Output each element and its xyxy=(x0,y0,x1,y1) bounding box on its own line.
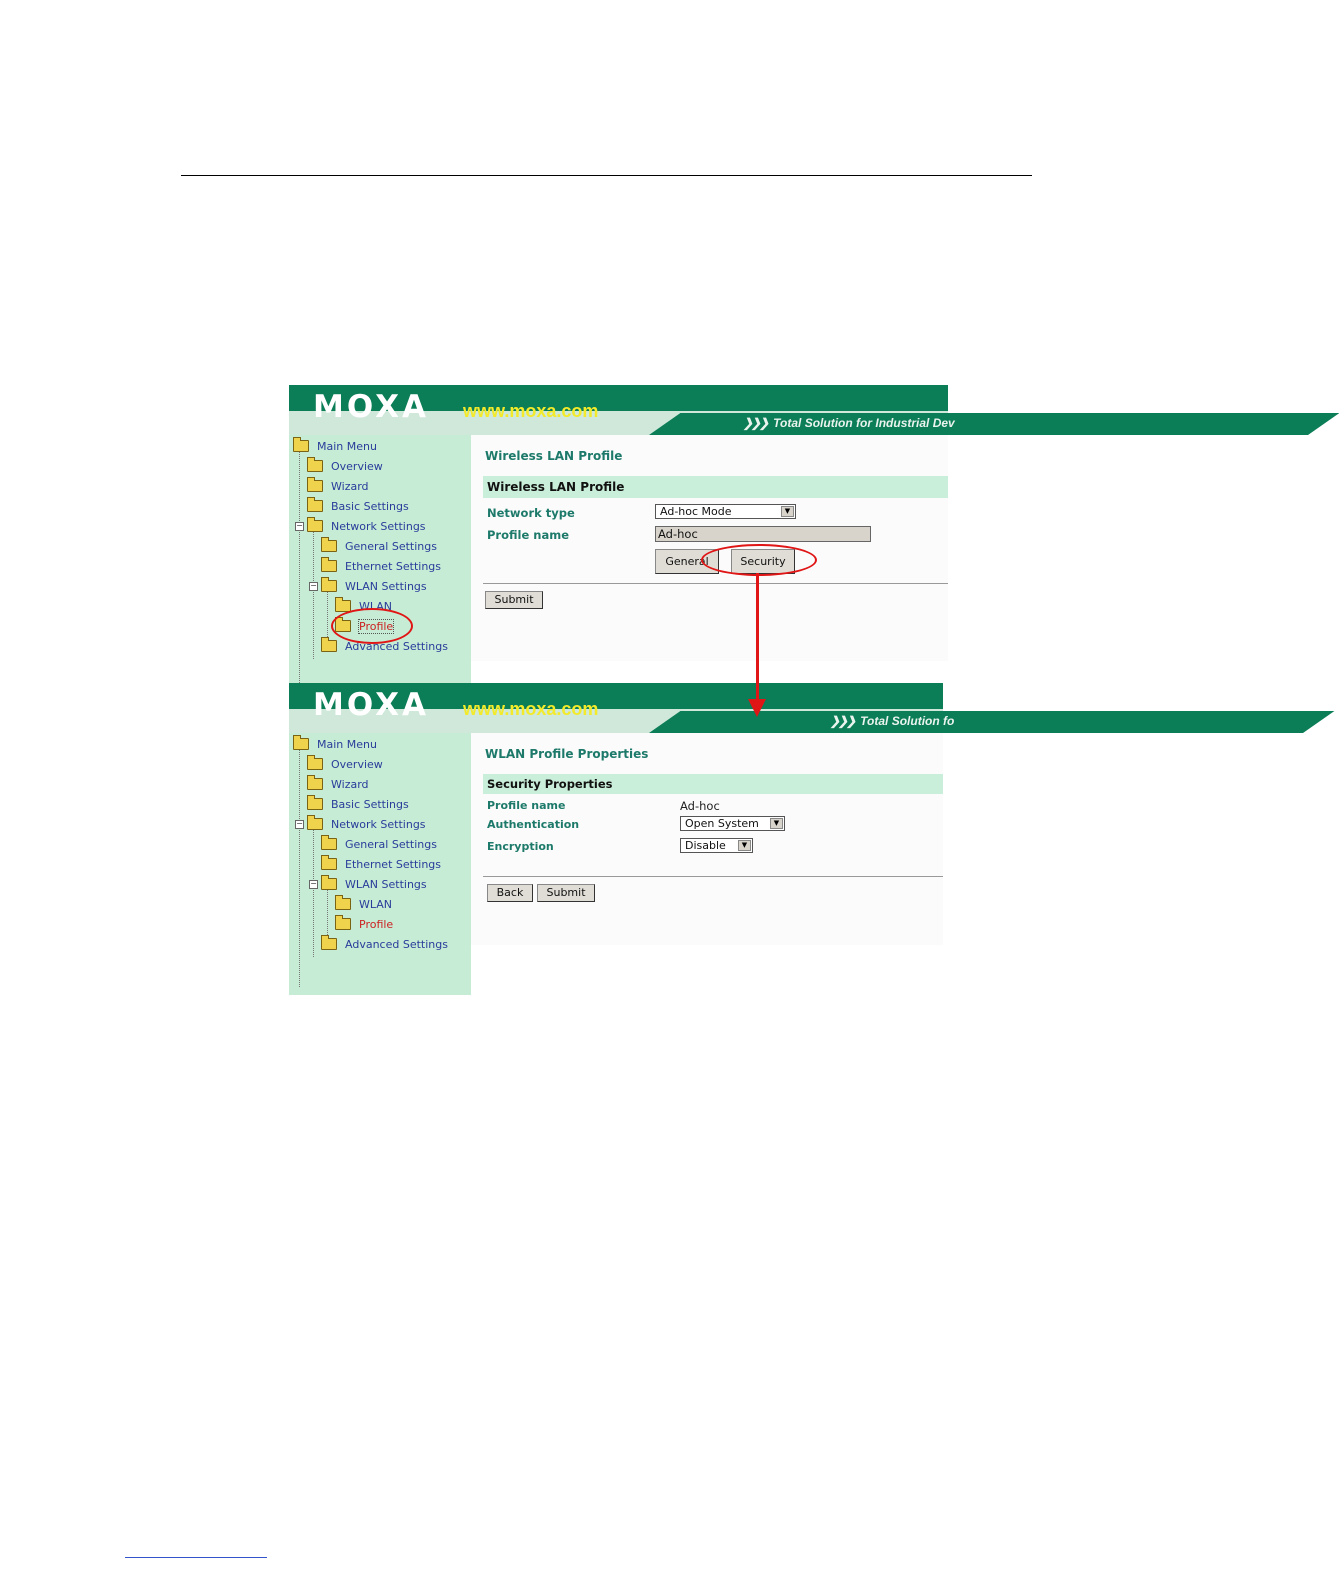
folder-icon xyxy=(321,640,337,652)
folder-icon xyxy=(307,798,323,810)
menu-ethernet-settings[interactable]: Ethernet Settings xyxy=(321,855,441,873)
divider xyxy=(483,876,943,877)
submit-button[interactable]: Submit xyxy=(537,884,595,902)
divider xyxy=(483,583,948,584)
menu-basic-settings[interactable]: Basic Settings xyxy=(307,795,409,813)
folder-open-icon xyxy=(293,738,309,750)
double-chevron-icon: ❯❯❯ xyxy=(743,416,768,430)
folder-open-icon xyxy=(321,878,337,890)
network-type-select[interactable]: Ad-hoc Mode ▼ xyxy=(655,504,796,519)
menu-profile[interactable]: Profile xyxy=(335,617,393,635)
menu-network-settings[interactable]: Network Settings xyxy=(307,815,426,833)
screenshot-wlan-profile-properties xyxy=(289,683,955,951)
tree-line xyxy=(313,827,314,957)
menu-overview[interactable]: Overview xyxy=(307,755,383,773)
folder-icon xyxy=(335,918,351,930)
profile-name-label: Profile name xyxy=(487,528,569,542)
collapse-toggle-icon[interactable]: − xyxy=(296,521,303,530)
menu-general-settings[interactable]: General Settings xyxy=(321,835,437,853)
menu-profile[interactable]: Profile xyxy=(335,915,393,933)
menu-wlan-settings[interactable]: WLAN Settings xyxy=(321,577,427,595)
main-menu-tree xyxy=(289,733,471,995)
general-button[interactable]: General xyxy=(655,549,719,574)
profile-name-input[interactable]: Ad-hoc xyxy=(655,526,871,542)
menu-ethernet-settings[interactable]: Ethernet Settings xyxy=(321,557,441,575)
page-header-rule xyxy=(181,175,1032,176)
folder-icon xyxy=(335,898,351,910)
content-area xyxy=(471,733,943,945)
folder-icon xyxy=(321,858,337,870)
encryption-label: Encryption xyxy=(487,840,554,853)
folder-open-icon xyxy=(307,818,323,830)
section-header xyxy=(483,774,943,794)
folder-icon xyxy=(307,758,323,770)
menu-main-menu[interactable]: Main Menu xyxy=(293,735,377,753)
dropdown-arrow-icon: ▼ xyxy=(770,818,783,829)
menu-main-menu[interactable]: Main Menu xyxy=(293,437,377,455)
folder-icon xyxy=(321,540,337,552)
folder-open-icon xyxy=(321,580,337,592)
moxa-banner xyxy=(289,683,955,733)
dropdown-arrow-icon: ▼ xyxy=(738,840,751,851)
menu-overview[interactable]: Overview xyxy=(307,457,383,475)
tree-line xyxy=(299,449,300,689)
profile-highlight-circle xyxy=(331,608,413,644)
profile-name-label: Profile name xyxy=(487,799,566,812)
arrow-down-icon xyxy=(748,699,766,717)
menu-wizard[interactable]: Wizard xyxy=(307,477,369,495)
moxa-logo: MOXA xyxy=(313,687,429,723)
moxa-banner xyxy=(289,385,955,435)
encryption-select[interactable]: Disable ▼ xyxy=(680,838,753,853)
flow-arrow-line xyxy=(756,573,759,703)
folder-icon xyxy=(307,460,323,472)
security-highlight-circle xyxy=(701,544,817,576)
menu-wizard[interactable]: Wizard xyxy=(307,775,369,793)
collapse-toggle-icon[interactable]: − xyxy=(310,581,317,590)
menu-basic-settings[interactable]: Basic Settings xyxy=(307,497,409,515)
collapse-toggle-icon[interactable]: − xyxy=(296,819,303,828)
menu-wlan[interactable]: WLAN xyxy=(335,597,392,615)
section-title: Wireless LAN Profile xyxy=(487,480,625,494)
submit-button[interactable]: Submit xyxy=(485,591,543,609)
tree-line xyxy=(313,529,314,659)
folder-icon xyxy=(321,938,337,950)
profile-name-value: Ad-hoc xyxy=(680,799,720,813)
authentication-select[interactable]: Open System ▼ xyxy=(680,816,785,831)
back-button[interactable]: Back xyxy=(487,884,533,902)
banner-tagline: ❯❯❯ Total Solution fo xyxy=(830,714,955,728)
folder-icon xyxy=(307,778,323,790)
moxa-logo: MOXA xyxy=(313,389,429,425)
page-title: WLAN Profile Properties xyxy=(485,747,649,761)
security-button[interactable]: Security xyxy=(731,549,795,574)
menu-wlan[interactable]: WLAN xyxy=(335,895,392,913)
moxa-url: www.moxa.com xyxy=(463,699,599,719)
tree-line xyxy=(299,747,300,987)
page-title: Wireless LAN Profile xyxy=(485,449,623,463)
moxa-url: www.moxa.com xyxy=(463,401,599,421)
content-area xyxy=(471,435,948,661)
network-type-label: Network type xyxy=(487,506,575,520)
collapse-toggle-icon[interactable]: − xyxy=(310,879,317,888)
tree-line xyxy=(327,887,328,935)
banner-tagline: ❯❯❯ Total Solution for Industrial Dev xyxy=(743,416,955,430)
tree-line xyxy=(327,589,328,637)
footer-link-underline xyxy=(125,1557,267,1558)
folder-icon xyxy=(307,480,323,492)
menu-network-settings[interactable]: Network Settings xyxy=(307,517,426,535)
dropdown-arrow-icon: ▼ xyxy=(781,506,794,517)
folder-open-icon xyxy=(293,440,309,452)
double-chevron-icon: ❯❯❯ xyxy=(830,714,855,728)
menu-general-settings[interactable]: General Settings xyxy=(321,537,437,555)
section-header xyxy=(483,476,948,498)
folder-icon xyxy=(321,560,337,572)
main-menu-tree xyxy=(289,435,471,711)
folder-icon xyxy=(307,500,323,512)
menu-wlan-settings[interactable]: WLAN Settings xyxy=(321,875,427,893)
menu-advanced-settings[interactable]: Advanced Settings xyxy=(321,637,448,655)
folder-open-icon xyxy=(307,520,323,532)
authentication-label: Authentication xyxy=(487,818,580,831)
section-title: Security Properties xyxy=(487,777,613,791)
folder-icon xyxy=(321,838,337,850)
menu-advanced-settings[interactable]: Advanced Settings xyxy=(321,935,448,953)
